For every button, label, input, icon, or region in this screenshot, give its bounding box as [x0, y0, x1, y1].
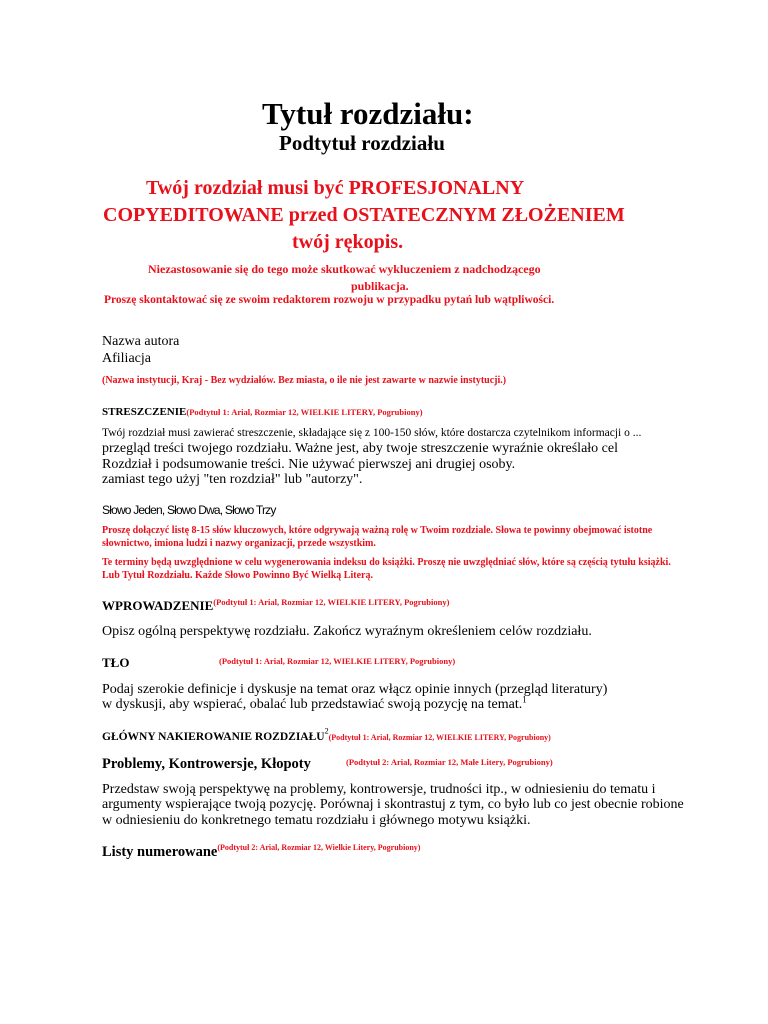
chapter-subtitle: Podtytuł rozdziału	[279, 131, 445, 155]
footnote-marker-1[interactable]: 1	[522, 694, 527, 705]
lists-heading-note: (Podtytuł 2: Arial, Rozmiar 12, Wielkie Litery, Pogrubiony)	[217, 843, 421, 852]
abstract-heading-row	[102, 402, 423, 420]
keywords-note-2: słownictwo, imiona ludzi i nazwy organizacji, przede wszystkim.	[102, 538, 376, 549]
background-line-2: w dyskusji, aby wspierać, obalać lub przedstawiać swoją pozycję na temat.	[102, 697, 523, 712]
author-affiliation: Afiliacja	[102, 351, 151, 366]
keywords-note-1: Proszę dołączyć listę 8-15 słów kluczowych, które odgrywają ważną rolę w Twoim rozdziale. Słowa te powinny obejmować istotne	[102, 525, 653, 536]
keywords-note-4: Lub Tytuł Rozdziału. Każde Słowo Powinno Być Wielką Literą.	[102, 570, 373, 581]
warning-line-3: twój rękopis.	[292, 231, 404, 253]
lists-heading: Listy numerowane	[102, 844, 218, 860]
problems-line-2: argumenty wspierające twoją pozycję. Porównaj i skontrastuj z tym, co było lub co jest obecnie robione	[102, 797, 684, 812]
intro-heading-note: (Podtytuł 1: Arial, Rozmiar 12, WIELKIE LITERY, Pogrubiony)	[213, 597, 450, 607]
intro-heading-row	[102, 597, 449, 615]
warning-small-1: Niezastosowanie się do tego może skutkować wykluczeniem z nadchodzącego	[148, 262, 541, 276]
warning-line-2: COPYEDITOWANE przed OSTATECZNYM ZŁOŻENIEM	[103, 204, 625, 226]
lists-heading-row	[102, 843, 420, 861]
warning-small-2: publikacja.	[351, 279, 409, 293]
problems-heading: Problemy, Kontrowersje, Kłopoty	[102, 756, 311, 772]
chapter-title: Tytuł rozdziału:	[262, 96, 474, 131]
main-focus-heading-row	[102, 727, 551, 745]
background-line-2-row	[102, 694, 527, 713]
intro-text: Opisz ogólną perspektywę rozdziału. Zakończ wyraźnym określeniem celów rozdziału.	[102, 624, 592, 639]
warning-small-3: Proszę skontaktować się ze swoim redaktorem rozwoju w przypadku pytań lub wątpliwości.	[104, 294, 555, 306]
intro-heading: WPROWADZENIE	[102, 598, 214, 613]
main-focus-heading-note: (Podtytuł 1: Arial, Rozmiar 12, WIELKIE LITERY, Pogrubiony)	[328, 733, 551, 742]
abstract-line-3: Rozdział i podsumowanie treści. Nie używać pierwszej ani drugiej osoby.	[102, 457, 516, 472]
background-heading: TŁO	[102, 655, 130, 670]
affiliation-note: (Nazwa instytucji, Kraj - Bez wydziałów. Bez miasta, o ile nie jest zawarte w nazwie instytucji.)	[102, 375, 507, 386]
problems-line-1: Przedstaw swoją perspektywę na problemy, kontrowersje, trudności itp., w odniesieniu do tematu i	[102, 782, 656, 797]
main-focus-heading: GŁÓWNY NAKIEROWANIE ROZDZIAŁU	[102, 731, 325, 743]
abstract-heading-note: (Podtytuł 1: Arial, Rozmiar 12, WIELKIE LITERY, Pogrubiony)	[186, 407, 423, 417]
author-name: Nazwa autora	[102, 334, 180, 349]
problems-heading-note: (Podtytuł 2: Arial, Rozmiar 12, Małe Litery, Pogrubiony)	[346, 757, 553, 767]
abstract-line-2: przegląd treści twojego rozdziału. Ważne jest, aby twoje streszczenie wyraźnie określało cel	[102, 441, 618, 456]
warning-line-1: Twój rozdział musi być PROFESJONALNY	[146, 177, 525, 199]
keywords-note-3: Te terminy będą uwzględnione w celu wygenerowania indeksu do książki. Proszę nie uwzględniać słów, które są częścią tytułu książki.	[102, 557, 671, 568]
abstract-line-1: Twój rozdział musi zawierać streszczenie, składające się z 100-150 słów, które dostarcza czytelnikom informacji o ...	[102, 427, 642, 439]
background-heading-note: (Podtytuł 1: Arial, Rozmiar 12, WIELKIE LITERY, Pogrubiony)	[219, 656, 456, 666]
keywords-text: Słowo Jeden, Słowo Dwa, Słowo Trzy	[102, 503, 276, 517]
background-line-1: Podaj szerokie definicje i dyskusje na temat oraz włącz opinie innych (przegląd literatury)	[102, 682, 608, 697]
footnote-marker-2[interactable]: 2	[324, 726, 329, 736]
problems-line-3: w odniesieniu do konkretnego tematu rozdziału i głównego motywu książki.	[102, 813, 531, 828]
abstract-line-4: zamiast tego użyj "ten rozdział" lub "autorzy".	[102, 472, 363, 487]
abstract-heading: STRESZCZENIE	[102, 406, 187, 418]
